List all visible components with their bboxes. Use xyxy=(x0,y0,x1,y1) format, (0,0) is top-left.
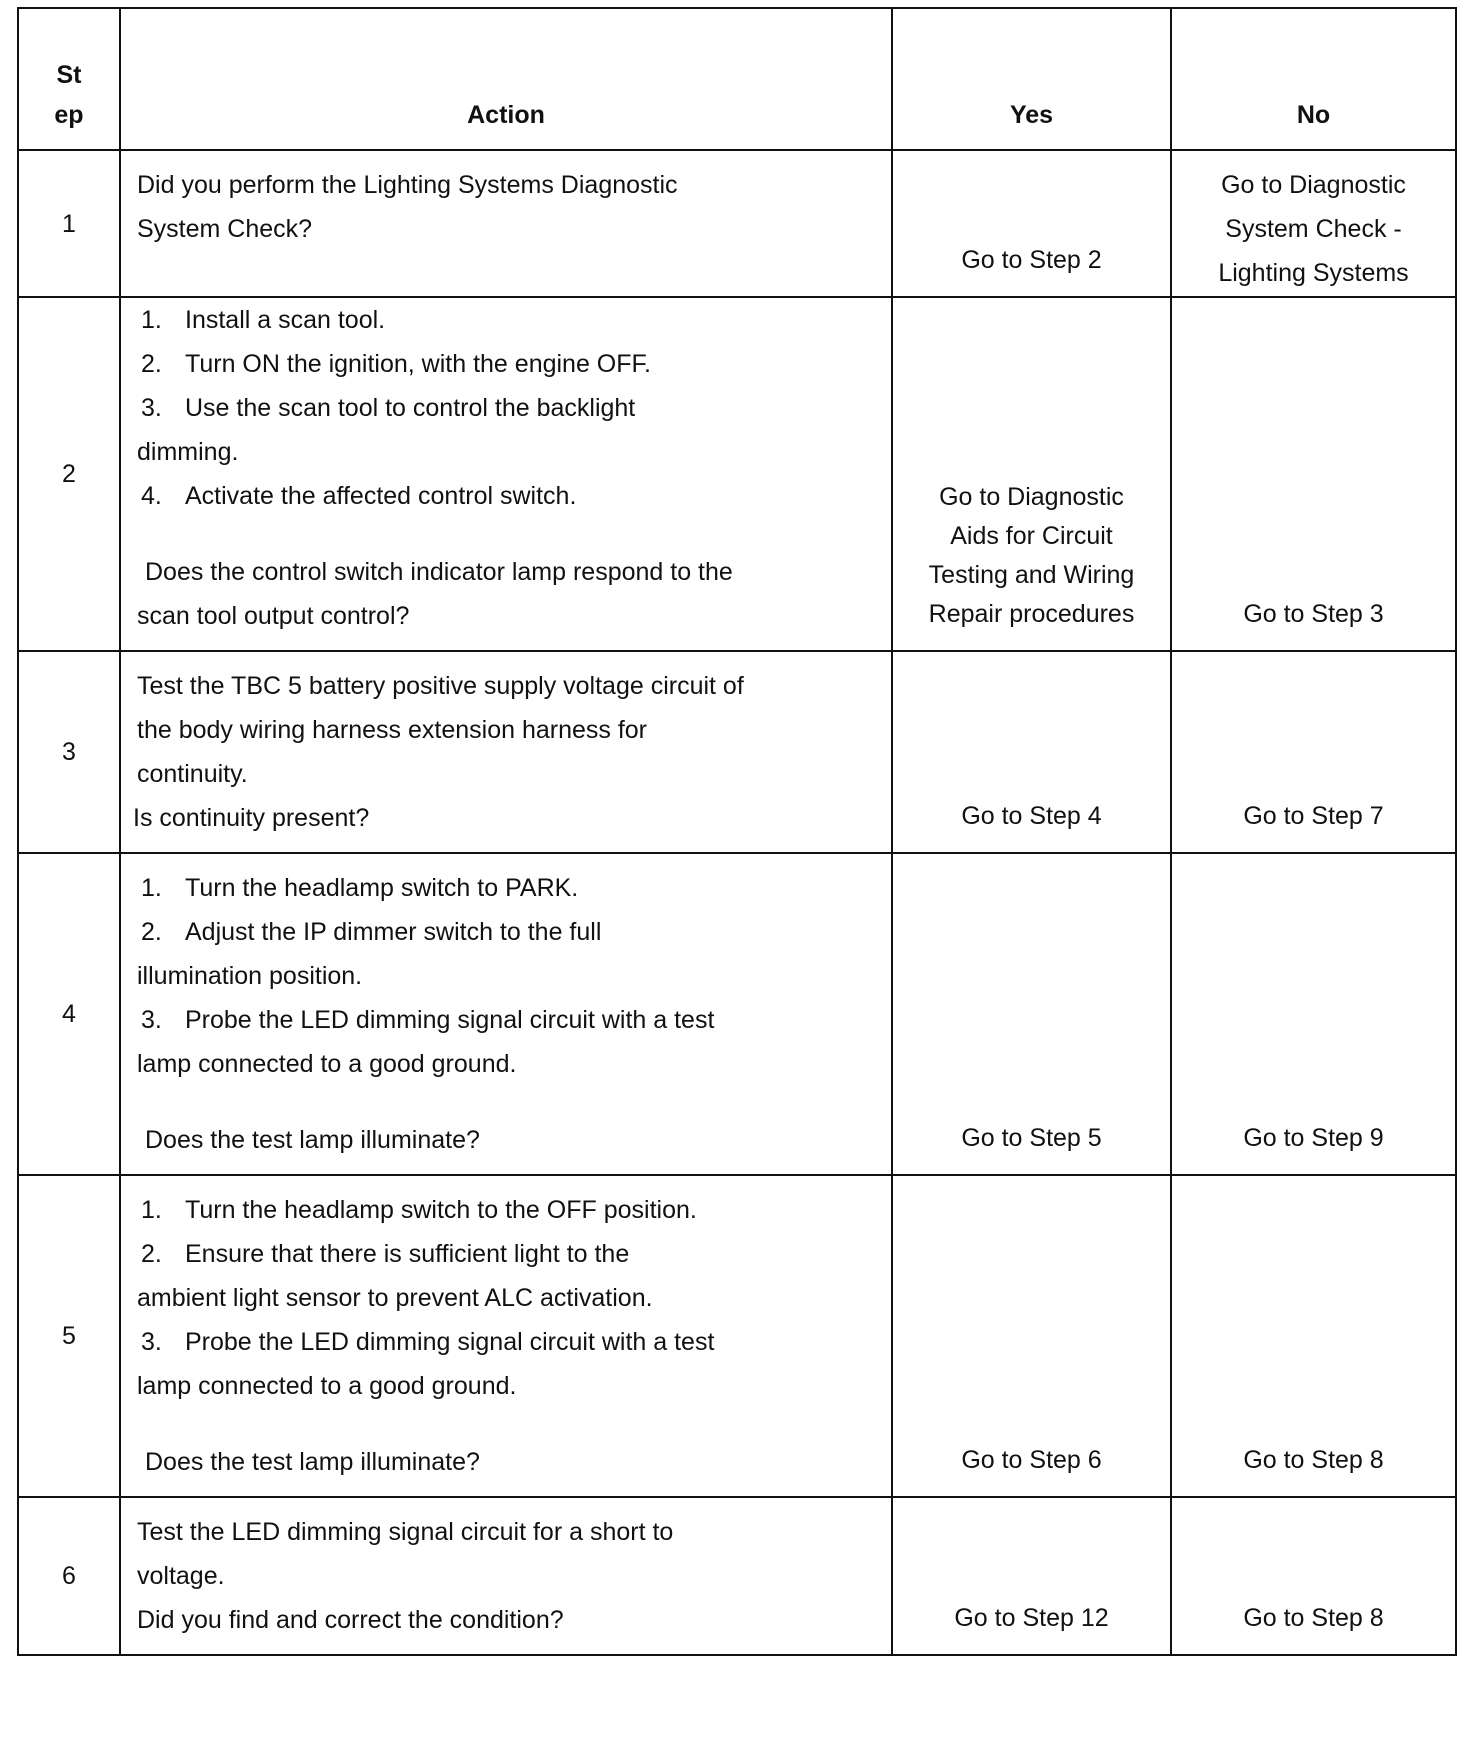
list-item: 2. Adjust the IP dimmer switch to the full xyxy=(141,918,602,946)
no-result: System Check - xyxy=(1225,215,1402,243)
yes-result: Go to Step 2 xyxy=(961,246,1102,274)
header-step xyxy=(18,8,120,150)
list-item: 1. Install a scan tool. xyxy=(141,306,386,334)
question-line: Does the test lamp illuminate? xyxy=(145,1448,480,1476)
step-number: 5 xyxy=(18,1175,120,1497)
list-item-continuation: dimming. xyxy=(137,438,239,466)
action-line: Test the LED dimming signal circuit for a short to xyxy=(137,1518,674,1546)
list-item-continuation: lamp connected to a good ground. xyxy=(137,1050,517,1078)
header-action: Action xyxy=(120,8,892,150)
header-step-line1: St xyxy=(56,61,82,89)
list-item: 3. Use the scan tool to control the backlight xyxy=(141,394,636,422)
step-number: 1 xyxy=(18,150,120,297)
yes-cell xyxy=(892,1497,1171,1655)
action-line: System Check? xyxy=(137,215,313,243)
step-number: 2 xyxy=(18,297,120,651)
table-row xyxy=(18,651,1456,853)
yes-cell xyxy=(892,853,1171,1175)
yes-cell xyxy=(892,150,1171,297)
action-line: voltage. xyxy=(137,1562,225,1590)
list-item-continuation: lamp connected to a good ground. xyxy=(137,1372,517,1400)
yes-cell xyxy=(892,1175,1171,1497)
diagnostic-table xyxy=(17,7,1457,1656)
action-cell xyxy=(120,150,892,297)
table-row xyxy=(18,853,1456,1175)
list-item: 2. Ensure that there is sufficient light to the xyxy=(141,1240,630,1268)
action-line: continuity. xyxy=(137,760,248,788)
no-result: Go to Step 7 xyxy=(1243,802,1384,830)
header-row xyxy=(18,8,1456,150)
yes-result: Repair procedures xyxy=(928,600,1135,628)
action-line: Test the TBC 5 battery positive supply voltage circuit of xyxy=(137,672,744,700)
question-line: scan tool output control? xyxy=(137,602,410,630)
action-line: Did you perform the Lighting Systems Diagnostic xyxy=(137,171,678,199)
question-line: Did you find and correct the condition? xyxy=(137,1606,564,1634)
no-cell xyxy=(1171,1175,1456,1497)
yes-cell xyxy=(892,651,1171,853)
header-yes: Yes xyxy=(892,8,1171,150)
no-cell xyxy=(1171,1497,1456,1655)
action-cell xyxy=(120,1175,892,1497)
header-step-line2: ep xyxy=(54,101,84,129)
no-result: Lighting Systems xyxy=(1218,259,1409,287)
step-number: 4 xyxy=(18,853,120,1175)
yes-result: Go to Step 5 xyxy=(961,1124,1102,1152)
no-result: Go to Diagnostic xyxy=(1221,171,1406,199)
action-cell xyxy=(120,651,892,853)
table-row xyxy=(18,1497,1456,1655)
table-row xyxy=(18,150,1456,297)
question-line: Does the control switch indicator lamp respond to the xyxy=(145,558,733,586)
list-item: 3. Probe the LED dimming signal circuit with a test xyxy=(141,1006,715,1034)
header-no: No xyxy=(1171,8,1456,150)
list-item: 1. Turn the headlamp switch to PARK. xyxy=(141,874,579,902)
no-cell xyxy=(1171,150,1456,297)
action-cell xyxy=(120,853,892,1175)
yes-result: Aids for Circuit xyxy=(950,522,1113,550)
no-result: Go to Step 9 xyxy=(1243,1124,1384,1152)
yes-result: Go to Diagnostic xyxy=(939,483,1124,511)
yes-result: Go to Step 12 xyxy=(954,1604,1109,1632)
list-item: 3. Probe the LED dimming signal circuit with a test xyxy=(141,1328,715,1356)
no-cell xyxy=(1171,651,1456,853)
question-line: Does the test lamp illuminate? xyxy=(145,1126,480,1154)
yes-result: Testing and Wiring xyxy=(928,561,1135,589)
question-line: Is continuity present? xyxy=(133,804,370,832)
table-row xyxy=(18,1175,1456,1497)
table-row xyxy=(18,297,1456,651)
list-item-continuation: ambient light sensor to prevent ALC activation. xyxy=(137,1284,653,1312)
no-result: Go to Step 3 xyxy=(1243,600,1384,628)
list-item: 2. Turn ON the ignition, with the engine OFF. xyxy=(141,350,651,378)
action-cell xyxy=(120,1497,892,1655)
yes-result: Go to Step 6 xyxy=(961,1446,1102,1474)
action-line: the body wiring harness extension harness for xyxy=(137,716,648,744)
yes-result: Go to Step 4 xyxy=(961,802,1102,830)
yes-cell xyxy=(892,297,1171,651)
no-result: Go to Step 8 xyxy=(1243,1604,1384,1632)
step-number: 6 xyxy=(18,1497,120,1655)
list-item-continuation: illumination position. xyxy=(137,962,363,990)
action-cell xyxy=(120,297,892,651)
no-cell xyxy=(1171,297,1456,651)
list-item: 1. Turn the headlamp switch to the OFF position. xyxy=(141,1196,697,1224)
step-number: 3 xyxy=(18,651,120,853)
no-cell xyxy=(1171,853,1456,1175)
list-item: 4. Activate the affected control switch. xyxy=(141,482,577,510)
no-result: Go to Step 8 xyxy=(1243,1446,1384,1474)
